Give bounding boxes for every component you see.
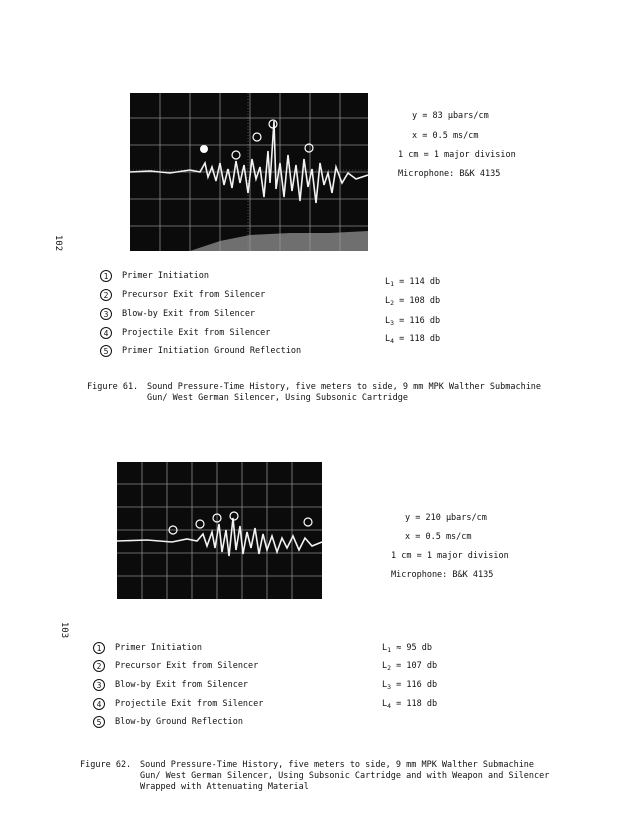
level-subscript: 4 — [387, 702, 392, 710]
event-number: 3 — [100, 308, 112, 320]
level-value: = 116 db — [396, 680, 438, 690]
level-symbol: L — [385, 296, 391, 306]
event-1-figure-61 — [100, 270, 209, 282]
level-subscript: 1 — [387, 646, 392, 654]
level-l2-figure-62 — [382, 661, 437, 672]
event-number: 3 — [93, 679, 105, 691]
oscilloscope-trace-figure-62 — [117, 462, 322, 599]
caption-label: Figure 61. — [87, 382, 139, 392]
level-l4-figure-62 — [382, 699, 437, 710]
event-5-figure-62 — [93, 716, 243, 728]
microphone-figure-62: Microphone: B&K 4135 — [391, 570, 494, 580]
level-subscript: 3 — [390, 319, 395, 327]
event-3-figure-62 — [93, 679, 248, 691]
level-symbol: L — [382, 699, 388, 709]
level-symbol: L — [382, 680, 388, 690]
level-subscript: 3 — [387, 683, 392, 691]
event-label: Primer Initiation — [115, 643, 202, 653]
level-l2-figure-61 — [385, 296, 440, 307]
oscilloscope-trace-figure-61 — [130, 93, 368, 251]
level-value: = 108 db — [399, 296, 441, 306]
page-number-103: 103 — [59, 621, 70, 639]
event-4-figure-62 — [93, 698, 263, 710]
level-symbol: L — [385, 334, 391, 344]
event-label: Primer Initiation — [122, 271, 209, 281]
event-label: Precursor Exit from Silencer — [115, 661, 259, 671]
event-number: 4 — [100, 327, 112, 339]
level-symbol: L — [382, 661, 388, 671]
scale-x-figure-61: x = 0.5 ms/cm — [412, 131, 479, 141]
event-label: Projectile Exit from Silencer — [122, 328, 271, 338]
level-symbol: L — [385, 277, 391, 287]
level-subscript: 4 — [390, 337, 395, 345]
microphone-figure-61: Microphone: B&K 4135 — [398, 169, 501, 179]
level-value: = 118 db — [399, 334, 441, 344]
event-5-figure-61 — [100, 345, 301, 357]
event-2-figure-62 — [93, 660, 258, 672]
event-label: Blow-by Exit from Silencer — [115, 680, 249, 690]
level-value: = 116 db — [399, 316, 441, 326]
level-value: ≈ 95 db — [396, 643, 432, 653]
event-number: 2 — [100, 289, 112, 301]
caption-label: Figure 62. — [80, 760, 132, 770]
level-value: = 114 db — [399, 277, 441, 287]
level-l1-figure-62 — [382, 643, 432, 654]
level-l1-figure-61 — [385, 277, 440, 288]
level-l3-figure-62 — [382, 680, 437, 691]
level-subscript: 1 — [390, 280, 395, 288]
event-number: 1 — [100, 270, 112, 282]
level-symbol: L — [385, 316, 391, 326]
caption-text: Sound Pressure-Time History, five meters to side, 9 mm MPK Walther Submachine Gun/ West German Silencer, Using Subsonic Cartridge — [147, 382, 542, 403]
level-l3-figure-61 — [385, 316, 440, 327]
scale-y-figure-62: y = 210 µbars/cm — [405, 513, 487, 523]
event-1-figure-62 — [93, 642, 202, 654]
scale-y-figure-61: y = 83 µbars/cm — [412, 111, 489, 121]
scale-division-figure-62: 1 cm = 1 major division — [391, 551, 509, 561]
event-2-figure-61 — [100, 289, 265, 301]
event-3-figure-61 — [100, 308, 255, 320]
level-value: = 118 db — [396, 699, 438, 709]
event-label: Primer Initiation Ground Reflection — [122, 346, 302, 356]
event-4-figure-61 — [100, 327, 270, 339]
level-l4-figure-61 — [385, 334, 440, 345]
event-number: 2 — [93, 660, 105, 672]
caption-figure-62 — [80, 760, 550, 793]
level-subscript: 2 — [390, 299, 395, 307]
event-number: 5 — [100, 345, 112, 357]
scale-division-figure-61: 1 cm = 1 major division — [398, 150, 516, 160]
event-number: 5 — [93, 716, 105, 728]
level-symbol: L — [382, 643, 388, 653]
level-subscript: 2 — [387, 664, 392, 672]
event-label: Blow-by Ground Reflection — [115, 717, 243, 727]
event-label: Blow-by Exit from Silencer — [122, 309, 256, 319]
level-value: = 107 db — [396, 661, 438, 671]
event-label: Projectile Exit from Silencer — [115, 699, 264, 709]
page-number-102: 102 — [53, 234, 64, 252]
caption-figure-61 — [87, 382, 557, 404]
event-label: Precursor Exit from Silencer — [122, 290, 266, 300]
event-number: 1 — [93, 642, 105, 654]
event-number: 4 — [93, 698, 105, 710]
caption-text: Sound Pressure-Time History, five meters to side, 9 mm MPK Walther Submachine Gun/ West German Silencer, Using Subsonic Cartridge and with Weapon and Silencer Wrapped with Attenuating Material — [140, 760, 550, 792]
scale-x-figure-62: x = 0.5 ms/cm — [405, 532, 472, 542]
